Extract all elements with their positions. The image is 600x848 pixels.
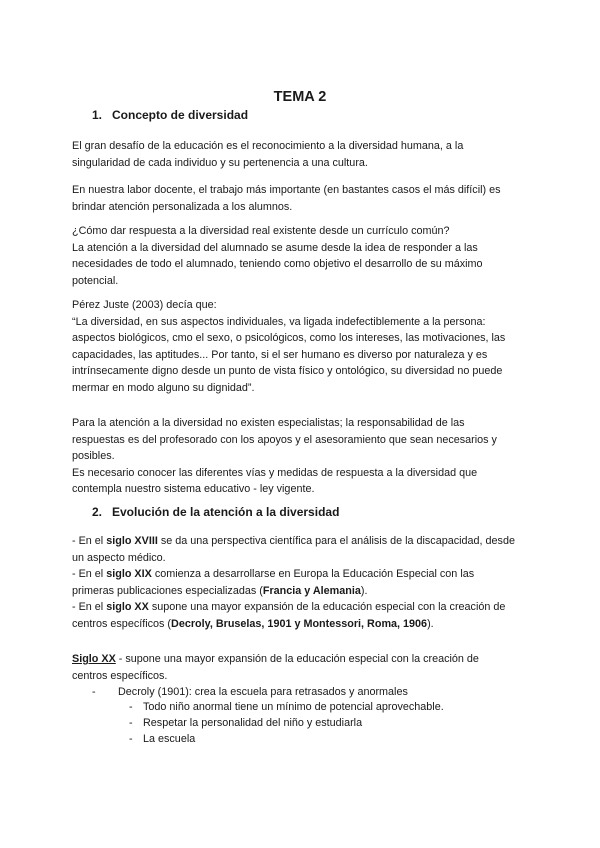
text-line: centros específicos. [72, 669, 168, 682]
text-bold: Francia y Alemania [262, 584, 361, 597]
list-bullet: - [129, 701, 133, 713]
text-line: potencial. [72, 274, 119, 287]
text-bold: siglo XX [106, 601, 149, 613]
text-line: Para la atención a la diversidad no existen especialistas; la responsabilidad de las [72, 417, 465, 429]
list-item-text: Respetar la personalidad del niño y estudiarla [143, 717, 363, 729]
text-fragment: ). [360, 584, 368, 597]
text-line: Pérez Juste (2003) decía que: [72, 299, 217, 311]
text-line: capacidades, las aptitudes... Por tanto, si el ser humano es diverso por naturaleza y es [72, 348, 488, 361]
text-fragment: centros específicos ( [72, 617, 172, 630]
section-1-heading [92, 107, 248, 123]
text-fragment: - En el [72, 601, 107, 613]
text-line [72, 616, 532, 633]
list-item-text: Decroly (1901): crea la escuela para retrasados y anormales [118, 686, 408, 698]
paragraph-1 [72, 138, 532, 171]
section-1-title: Concepto de diversidad [112, 108, 249, 122]
text-line: mermar en modo alguno su dignidad”. [72, 381, 255, 394]
text-line: necesidades de todo el alumnado, teniendo como objetivo el desarrollo de su máximo [72, 258, 483, 270]
text-line [72, 583, 532, 600]
text-line: “La diversidad, en sus aspectos individuales, va ligada indefectiblemente a la persona: [72, 315, 486, 328]
text-fragment: supone una mayor expansión de la educación especial con la creación de [148, 601, 506, 613]
text-line: intrínsecamente digno desde un punto de vista físico y ontológico, su diversidad no puede [72, 365, 503, 377]
paragraph-3 [72, 223, 532, 289]
sub-list-item [129, 699, 444, 716]
text-fragment: comienza a desarrollarse en Europa la Educación Especial con las [151, 568, 475, 580]
section-1-number: 1. [92, 108, 103, 122]
text-fragment: - En el [72, 535, 107, 547]
item-siglo-xix [72, 566, 532, 583]
siglo-xx-label: Siglo XX [72, 653, 116, 665]
text-line: un aspecto médico. [72, 551, 166, 564]
text-line: singularidad de cada individuo y su pertenencia a una cultura. [72, 156, 368, 169]
text-line: contempla nuestro sistema educativo - ley vigente. [72, 483, 315, 495]
list-item-text: Todo niño anormal tiene un mínimo de potencial aprovechable. [143, 701, 444, 713]
text-line: aspectos biológicos, cmo el sexo, o psicológicos, como los intereses, las motivaciones, las [72, 332, 506, 344]
list-item-text: La escuela [143, 733, 196, 745]
item-siglo-xviii [72, 533, 532, 550]
text-fragment: - supone una mayor expansión de la educación especial con la creación de [115, 653, 479, 665]
page-title: TEMA 2 [273, 89, 327, 105]
text-bold: Decroly, Bruselas, 1901 y Montessori, Roma, 1906 [171, 617, 428, 630]
text-line [72, 651, 532, 668]
list-bullet: - [129, 717, 133, 729]
sub-list-item [129, 715, 362, 732]
section-2-title: Evolución de la atención a la diversidad [112, 505, 340, 519]
section-2-number: 2. [92, 505, 103, 519]
siglo-xx-paragraph [72, 651, 532, 684]
text-line: En nuestra labor docente, el trabajo más importante (en bastantes casos el más difícil) es [72, 184, 501, 196]
text-line: respuestas es del profesorado con los apoyos y el asesoramiento que sean necesarios y [72, 433, 497, 446]
text-line: Es necesario conocer las diferentes vías y medidas de respuesta a la diversidad que [72, 466, 478, 479]
item-siglo-xx [72, 599, 532, 616]
text-line: posibles. [72, 450, 115, 462]
section-2-heading [92, 504, 339, 520]
text-fragment: ). [427, 617, 434, 630]
sub-list-item [129, 731, 195, 748]
history-list [72, 533, 532, 632]
text-fragment: primeras publicaciones especializadas ( [72, 584, 263, 597]
text-line: El gran desafío de la educación es el reconocimiento a la diversidad humana, a la [72, 140, 464, 152]
paragraph-2 [72, 182, 532, 215]
list-bullet: - [92, 686, 96, 698]
text-line: brindar atención personalizada a los alumnos. [72, 200, 293, 213]
text-line: ¿Cómo dar respuesta a la diversidad real existente desde un currículo común? [72, 225, 450, 237]
paragraph-5 [72, 415, 532, 498]
text-bold: siglo XVIII [106, 535, 158, 547]
text-fragment: se da una perspectiva científica para el análisis de la discapacidad, desde [157, 535, 515, 547]
paragraph-4-quote [72, 297, 532, 396]
text-fragment: - En el [72, 568, 107, 580]
list-bullet: - [129, 733, 133, 745]
text-line: La atención a la diversidad del alumnado se asume desde la idea de responder a las [72, 241, 478, 254]
text-bold: siglo XIX [106, 568, 152, 580]
